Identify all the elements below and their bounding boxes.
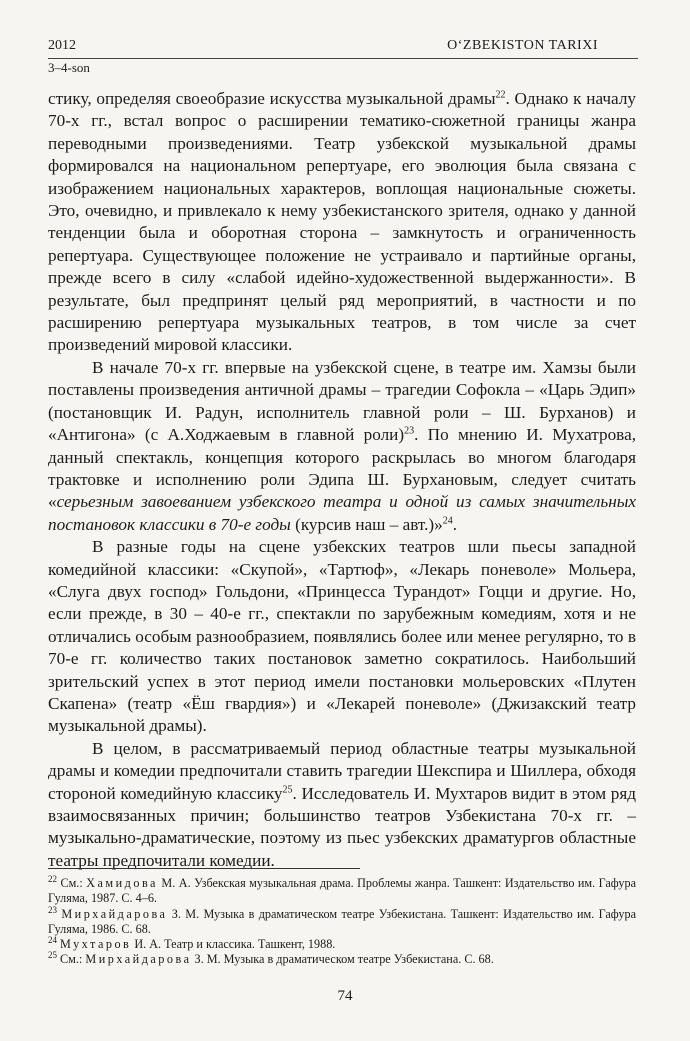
footnote [48,937,636,952]
footnote-author: Хамидова [86,876,158,890]
footnote-author: Мирхайдарова [85,952,192,967]
italic-text: серьезным завоеванием узбекского театра и одной из самых значительных постановок классики в 70-е годы [48,492,636,534]
footnote-text: М. А. Узбекская музыкальная драма. Проблемы жанра. Ташкент: Издательство им. Гафура Гуляма, 1987. С. 4–6. [48,876,636,906]
footnote-text: З. М. Музыка в драматическом театре Узбекистана. С. 68. [191,952,494,967]
text-run: В начале 70-х гг. впервые на узбекской сцене, в театре им. Хамзы были поставлены произведения античной драмы – трагедии Софокла – «Царь Эдип» (постановщик И. Радун, исполнитель главной роли – Ш. Бурханов) и «Антигона» (с А.Ходжаевым в главной роли) [48,357,636,445]
paragraph [48,88,636,357]
header-issue: 3–4-son [48,60,90,75]
header-year: 2012 [48,38,76,53]
paragraph [48,738,636,872]
footnotes [48,873,636,968]
footnote-text: И. А. Театр и классика. Ташкент, 1988. [131,937,336,952]
body-text [48,88,636,872]
text-run: . Исследователь И. Мухтаров видит в этом ряд взаимосвязанных причин; большинство театров Узбекистана 70-х гг. – музыкально-драматические, поэтому из пьес узбекских драматургов областные театры предпочитали комедии. [48,783,636,870]
footnote-number: 25 [48,950,57,961]
text-run: стику, определяя своеобразие искусства музыкальной драмы [48,89,496,108]
footnote-prefix: См.: [60,876,87,890]
text-run: (курсив наш – авт.)» [290,514,443,534]
paragraph [48,536,636,738]
footnote [48,904,636,938]
footnote-ref: 25 [282,783,293,795]
page-number: 74 [337,988,353,1004]
text-run: . По мнению И. Мухатрова, данный спектакль, концепция которого раскрылась во многом благодаря трактовке и исполнению роли Эдипа Ш. Бурхановым, следует считать « [48,425,636,512]
footnote-author: Мухтаров [60,937,132,952]
text-run: В разные годы на сцене узбекских театров шли пьесы западной комедийной классики: «Скупой», «Тартюф», «Лекарь поневоле» Мольера, «Слуга двух господ» Гольдони, «Принцесса Турандот» Гоцци и другие. Но, если прежде, в 30 – 40-е гг., спектакли по зарубежным комедиям, хотя и не отличались особым разнообразием, появлялись более или менее регулярно, то в 70-е гг. количество таких постановок заметно сократилось. Наибольший зрительский успех в этот период имели постановки мольеровских «Плутен Скапена» (театр «Ёш гвардия») и «Лекарей поневоле» (Джизакский театр музыкальной драмы). [48,537,636,736]
footnote-separator [48,868,360,869]
text-run: . [452,514,458,534]
footnote-ref: 22 [495,89,506,101]
footnote-number: 23 [48,904,57,915]
footnote-ref: 24 [442,514,453,526]
header-journal-title: O‘ZBEKISTON TARIXI [447,38,598,53]
footnote [48,873,636,907]
footnote-number: 24 [48,935,57,946]
running-header [48,34,638,59]
footnote-prefix: См.: [60,952,86,967]
footnote-ref: 23 [404,425,415,437]
footnote-text: З. М. Музыка в драматическом театре Узбекистана. Ташкент: Издательство им. Гафура Гуляма, 1986. С. 68. [48,906,636,936]
paragraph [48,357,636,536]
text-run: В целом, в рассматриваемый период областные театры музыкальной драмы и комедии предпочитали ставить трагедии Шекспира и Шиллера, обходя стороной комедийную классику [48,738,636,803]
footnote-author: Мирхайдарова [61,906,168,921]
footnote-number: 22 [48,873,57,884]
footnote [48,952,636,967]
text-run: . Однако к началу 70-х гг., встал вопрос о расширении тематико-сюжетной границы жанра переводными произведениями. Театр узбекской музыкальной драмы формировался на национальном репертуаре, его эволюция была связана с изображением национальных характеров, воплощая национальные сюжеты. Это, очевидно, и привлекало к нему узбекистанского зрителя, однако у данной тенденции была и оборотная сторона – замкнутость и ограниченность репертуара. Существующее положение не устраивало и партийные органы, прежде всего в силу «слабой идейно-художественной выдержанности». В результате, был предпринят целый ряд мероприятий, в частности и по расширению репертуара музыкальных театров, в том числе за счет произведений мировой классики. [48,89,636,355]
